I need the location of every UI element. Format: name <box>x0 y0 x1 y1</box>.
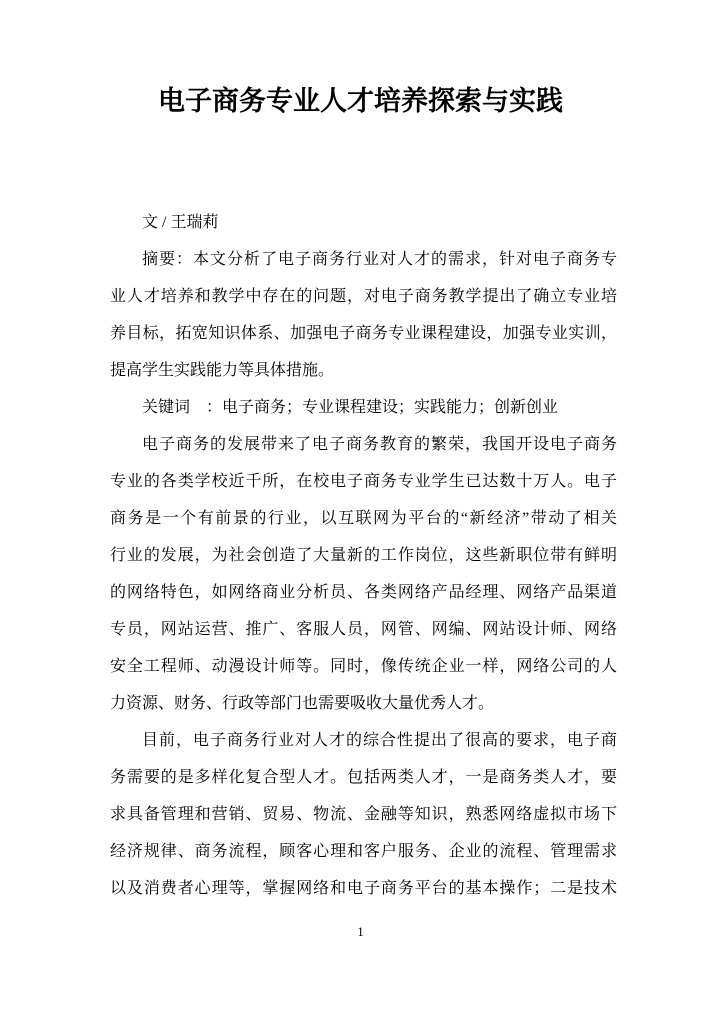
paragraph-line: 行业的发展，为社会创造了大量新的工作岗位，这些新职位带有鲜明 <box>110 547 617 564</box>
paragraph-line: 经济规律、商务流程，顾客心理和客户服务、企业的流程、管理需求 <box>110 843 617 860</box>
paragraph-line: 的网络特色，如网络商业分析员、各类网络产品经理、网络产品渠道 <box>110 584 617 601</box>
paragraph-line: 力资源、财务、行政等部门也需要吸收大量优秀人才。 <box>110 695 495 712</box>
abstract-line: 业人才培养和教学中存在的问题，对电子商务教学提出了确立专业培 <box>110 288 617 305</box>
abstract-line: 提高学生实践能力等具体措施。 <box>110 362 335 379</box>
document-body <box>110 204 617 907</box>
paragraph-line: 目前，电子商务行业对人才的综合性提出了很高的要求，电子商 <box>142 732 617 749</box>
byline: 文 / 王瑞莉 <box>142 214 219 231</box>
paragraph-line: 以及消费者心理等，掌握网络和电子商务平台的基本操作；二是技术 <box>110 880 617 897</box>
keywords-line: 关键词 ：电子商务；专业课程建设；实践能力；创新创业 <box>142 399 559 416</box>
paragraph-line: 务需要的是多样化复合型人才。包括两类人才，一是商务类人才，要 <box>110 769 617 786</box>
page-number: 1 <box>357 924 364 939</box>
abstract-line: 养目标，拓宽知识体系、加强电子商务专业课程建设，加强专业实训， <box>110 325 617 342</box>
paragraph-line: 专员，网站运营、推广、客服人员，网管、网编、网站设计师、网络 <box>110 621 617 638</box>
paragraph-line: 安全工程师、动漫设计师等。同时，像传统企业一样，网络公司的人 <box>110 658 617 675</box>
paragraph-line: 电子商务的发展带来了电子商务教育的繁荣，我国开设电子商务 <box>142 436 617 453</box>
page-title: 电子商务专业人才培养探索与实践 <box>158 86 563 116</box>
paragraph-line: 商务是一个有前景的行业，以互联网为平台的“新经济”带动了相关 <box>110 510 617 527</box>
abstract-line: 摘要：本文分析了电子商务行业对人才的需求，针对电子商务专 <box>142 251 617 268</box>
paragraph-line: 求具备管理和营销、贸易、物流、金融等知识，熟悉网络虚拟市场下 <box>110 806 617 823</box>
paragraph-line: 专业的各类学校近千所，在校电子商务专业学生已达数十万人。电子 <box>110 473 617 490</box>
